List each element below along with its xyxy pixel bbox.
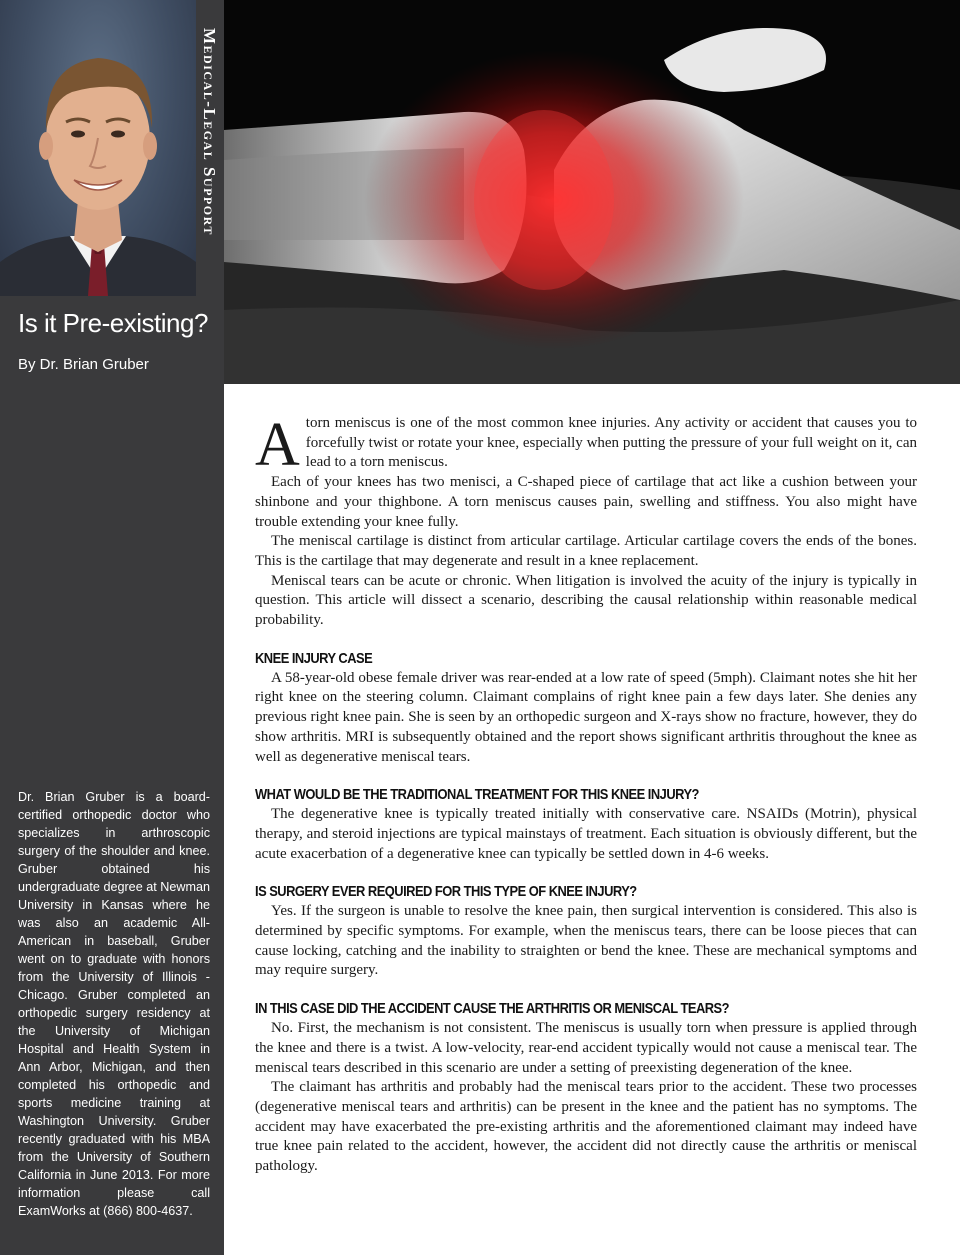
intro-paragraph-4: Meniscal tears can be acute or chronic. When litigation is involved the acuity of the injury is typically in question. This article will dissect a scenario, describing the causal relationship within reasonable medical probability. [255,572,917,629]
causation-paragraph-2: The claimant has arthritis and probably had the meniscal tears prior to the accident. These two processes (degenerative meniscal tears and arthritis) can be present in the knee and the patient has no symptoms. The accident may have exacerbated the pre-existing arthritis and the aforementioned claimant may indeed have true knee pain related to the accident, however, the accident did not directly cause the arthritis or meniscal pathology. [255,1079,917,1175]
drop-cap: A [255,411,300,479]
section-heading-causation: IN THIS CASE DID THE ACCIDENT CAUSE THE ARTHRITIS OR MENISCAL TEARS? [255,1000,730,1018]
section-heading-surgery: IS SURGERY EVER REQUIRED FOR THIS TYPE OF KNEE INJURY? [255,883,637,901]
surgery-paragraph: Yes. If the surgeon is unable to resolve the knee pain, then surgical intervention is considered. This also is determined by specific symptoms. For example, when the meniscus tears, there can be loose pieces that can cause locking, catching and the inability to straighten or bend the knee. These are mechanical symptoms and may require surgery. [255,903,917,979]
article-title: Is it Pre-existing? [18,308,208,338]
section-heading-treatment: WHAT WOULD BE THE TRADITIONAL TREATMENT FOR THIS KNEE INJURY? [255,786,699,804]
section-label-strip [196,0,224,296]
author-bio: Dr. Brian Gruber is a board-certified orthopedic doctor who specializes in arthroscopic surgery of the shoulder and knee. Gruber obtained his undergraduate degree at Newman University in Kansas where he was also an academic All-American in baseball, Gruber went on to graduate with honors from the University of Illinois - Chicago. Gruber completed an orthopedic surgery residency at the University of Michigan Hospital and Health System in Ann Arbor, Michigan, and then completed his orthopedic and sports medicine training at Washington University. Gruber recently graduated with his MBA from the University of Southern California in June 2013. For more information please call ExamWorks at (866) 800-4637. [18,790,210,1218]
case-paragraph: A 58-year-old obese female driver was rear-ended at a low rate of speed (5mph). Claimant notes she hit her right knee on the steering column. Claimant complains of right knee pain a few days later. She denies any previous right knee pain. She is seen by an orthopedic surgeon and X-rays show no fracture, however, they do show arthritis. MRI is subsequently obtained and the report shows significant arthritis throughout the knee as well as degenerative meniscal tears. [255,669,917,765]
article-byline: By Dr. Brian Gruber [18,356,149,373]
author-photo-illustration [0,0,196,296]
knee-xray-image [224,0,960,384]
knee-xray-illustration [224,0,960,384]
author-portrait [0,0,196,296]
intro-paragraph-3: The meniscal cartilage is distinct from articular cartilage. Articular cartilage covers the ends of the bones. This is the cartilage that may degenerate and result in a knee replacement. [255,533,917,569]
author-sidebar [0,0,224,1255]
article-body [255,411,917,1177]
causation-paragraph-1: No. First, the mechanism is not consistent. The meniscus is usually torn when pressure is applied through the knee and there is a twist. A low-velocity, rear-end accident typically would not cause a meniscal tear. The meniscal tears described in this scenario are under a setting of preexisting degeneration of the knee. [255,1020,917,1076]
section-heading-case: KNEE INJURY CASE [255,649,373,667]
intro-paragraph-1: A torn meniscus is one of the most common knee injuries. Any activity or accident that causes you to forcefully twist or rotate your knee, especially when putting the pressure of your full weight on it, can lead to a torn meniscus. [255,411,917,479]
treatment-paragraph: The degenerative knee is typically treated initially with conservative care. NSAIDs (Motrin), physical therapy, and steroid injections are typical mainstays of treatment. Each situation is obviously different, but the acute exacerbation of a degenerative knee can typically be settled down in 4-6 weeks. [255,806,917,862]
section-label: Medical-Legal Support [200,28,219,236]
intro-paragraph-2: Each of your knees has two menisci, a C-shaped piece of cartilage that act like a cushion between your shinbone and your thighbone. A torn meniscus causes pain, swelling and stiffness. You also might have trouble extending your knee fully. [255,474,917,530]
